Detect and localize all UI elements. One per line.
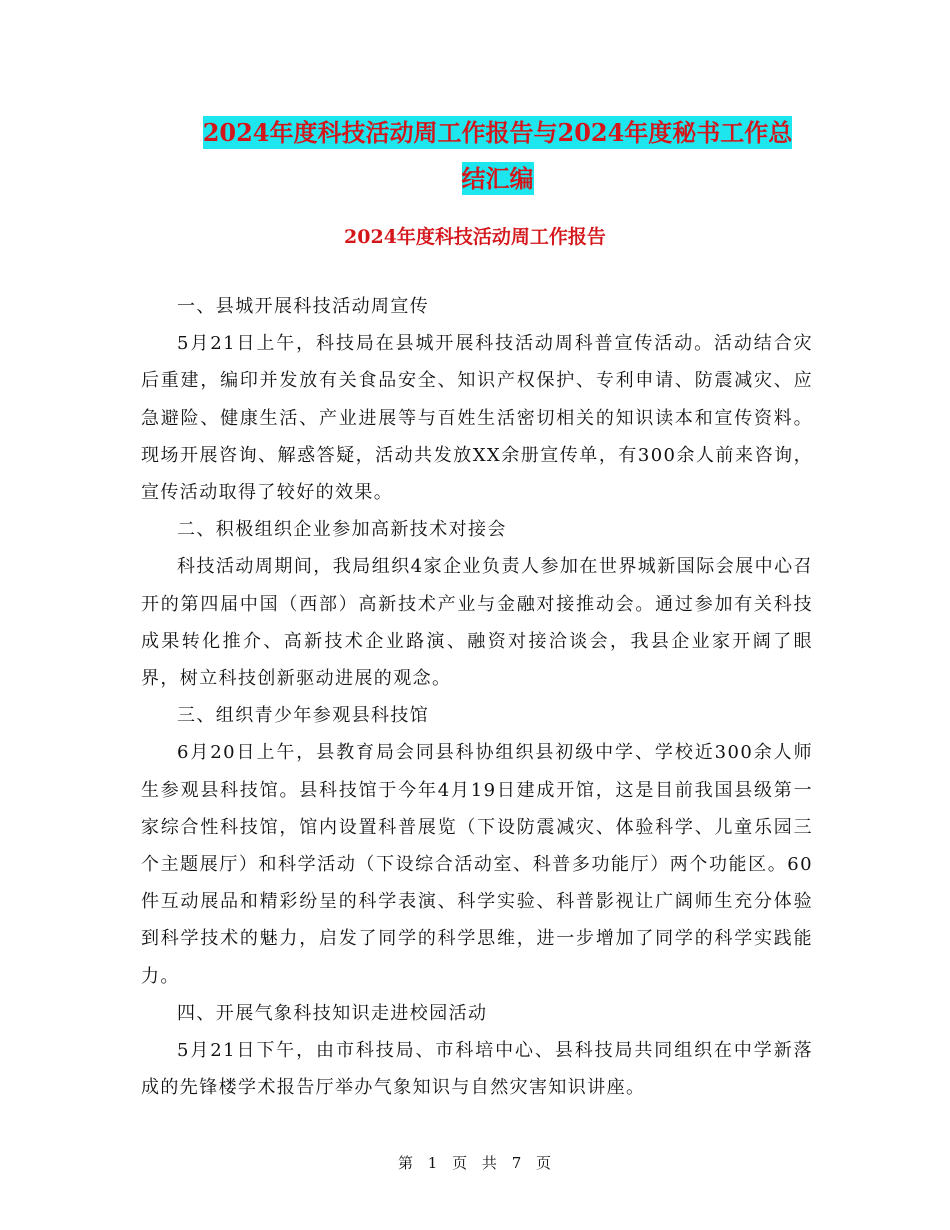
footer-current-page: 1 — [427, 1154, 439, 1172]
footer-prefix: 第 — [397, 1154, 414, 1172]
document-title — [120, 110, 875, 202]
footer-suffix: 页 — [536, 1154, 553, 1172]
paragraph-1: 5月21日上午，科技局在县城开展科技活动周科普宣传活动。活动结合灾后重建，编印并发放有关食品安全、知识产权保护、专利申请、防震减灾、应急避险、健康生活、产业进展等与百姓生活密切相关的知识读本和宣传资料。现场开展咨询、解惑答疑，活动共发放XX余册宣传单，有300余人前来咨询，宣传活动取得了较好的效果。 — [141, 333, 813, 504]
document-title-line1: 2024年度科技活动周工作报告与2024年度秘书工作总 — [202, 118, 793, 147]
heading-2: 二、积极组织企业参加高新技术对接会 — [177, 519, 507, 541]
heading-3: 三、组织青少年参观县科技馆 — [177, 705, 430, 727]
footer-page-word: 页 — [452, 1154, 469, 1172]
document-body — [141, 288, 813, 1106]
page-footer — [0, 1152, 950, 1173]
document-title-line2: 结汇编 — [461, 164, 534, 193]
footer-total-pages: 7 — [511, 1154, 523, 1172]
footer-total-word: 共 — [481, 1154, 498, 1172]
heading-1: 一、县城开展科技活动周宣传 — [177, 296, 430, 317]
heading-4: 四、开展气象科技知识走进校园活动 — [177, 1002, 488, 1024]
paragraph-2: 科技活动周期间，我局组织4家企业负责人参加在世界城新国际会展中心召开的第四届中国（西部）高新技术产业与金融对接推动会。通过参加有关科技成果转化推介、高新技术企业路演、融资对接洽谈会，我县企业家开阔了眼界，树立科技创新驱动进展的观念。 — [141, 556, 813, 690]
paragraph-3: 6月20日上午，县教育局会同县科协组织县初级中学、学校近300余人师生参观县科技馆。县科技馆于今年4月19日建成开馆，这是目前我国县级第一家综合性科技馆，馆内设置科普展览（下设防震减灾、体验科学、儿童乐园三个主题展厅）和科学活动（下设综合活动室、科普多功能厅）两个功能区。60件互动展品和精彩纷呈的科学表演、科学实验、科普影视让广阔师生充分体验到科学技术的魅力，启发了同学的科学思维，进一步增加了同学的科学实践能力。 — [141, 742, 813, 987]
paragraph-4: 5月21日下午，由市科技局、市科培中心、县科技局共同组织在中学新落成的先锋楼学术报告厅举办气象知识与自然灾害知识讲座。 — [141, 1040, 813, 1099]
section-title: 2024年度科技活动周工作报告 — [344, 226, 606, 248]
